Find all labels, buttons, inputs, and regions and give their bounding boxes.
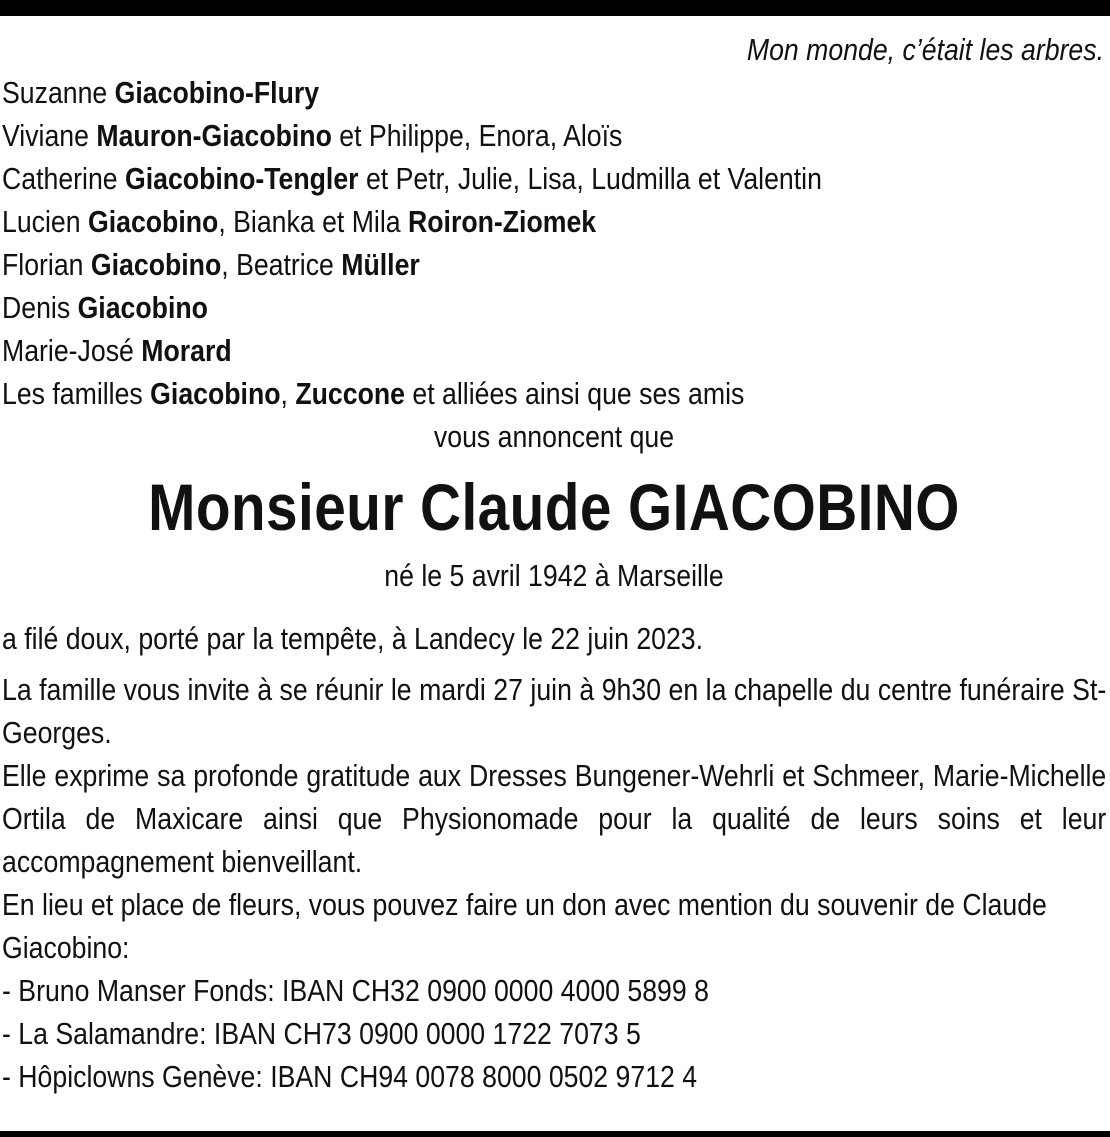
donation-item: - Hôpiclowns Genève: IBAN CH94 0078 8000 0502 9712 4 (2, 1059, 698, 1094)
surname: Giacobino (90, 247, 222, 282)
bottom-border-rule (0, 1131, 1110, 1137)
relatives: et Philippe, Enora, Aloïs (331, 118, 623, 153)
separator: , (280, 376, 296, 411)
donation-list (2, 969, 1106, 1098)
surname: Roiron-Ziomek (408, 204, 597, 239)
family-line (2, 286, 951, 329)
surname: Morard (141, 333, 232, 368)
relatives: et Petr, Julie, Lisa, Ludmilla et Valentin (358, 161, 822, 196)
given-name: Lucien (2, 204, 88, 239)
ceremony-paragraph: La famille vous invite à se réunir le mardi 27 juin à 9h30 en la chapelle du centre funéraire St-Georges. (2, 672, 1107, 750)
family-line (2, 372, 951, 415)
given-name: Florian (2, 247, 91, 282)
family-line (2, 200, 951, 243)
family-line (2, 71, 951, 114)
surname: Müller (341, 247, 420, 282)
top-border-rule (0, 0, 1110, 16)
donation-item: - Bruno Manser Fonds: IBAN CH32 0900 0000 4000 5899 8 (2, 973, 709, 1008)
given-name: Suzanne (2, 75, 115, 110)
epigraph: Mon monde, c’était les arbres. (746, 32, 1104, 67)
surname: Giacobino (77, 290, 208, 325)
birth-info: né le 5 avril 1942 à Marseille (384, 558, 724, 593)
given-name: Catherine (2, 161, 126, 196)
surname: Giacobino-Tengler (125, 161, 359, 196)
donation-paragraph: En lieu et place de fleurs, vous pouvez faire un don avec mention du souvenir de Claude Giacobino: (2, 887, 1047, 965)
given-name: Viviane (2, 118, 97, 153)
obituary-notice (2, 28, 1106, 1098)
given-name: Les familles (2, 376, 151, 411)
relatives: et alliées ainsi que ses amis (404, 376, 745, 411)
family-line (2, 157, 951, 200)
family-line (2, 114, 951, 157)
surname: Zuccone (295, 376, 405, 411)
gratitude-paragraph: Elle exprime sa profonde gratitude aux Dresses Bungener-Wehrli et Schmeer, Marie-Michelle Ortila de Maxicare ainsi que Physionomade pour la qualité de leurs soins et leur accompagnement bienveillant. (2, 758, 1107, 879)
surname: Giacobino-Flury (114, 75, 320, 110)
deceased-name: Monsieur Claude GIACOBINO (148, 470, 960, 544)
given-name: Denis (2, 290, 78, 325)
surname: Mauron-Giacobino (96, 118, 332, 153)
donation-item: - La Salamandre: IBAN CH73 0900 0000 1722 7073 5 (2, 1016, 641, 1051)
family-list (2, 71, 1106, 415)
announcement-line: vous annoncent que (433, 419, 675, 454)
family-line (2, 243, 951, 286)
family-line (2, 329, 951, 372)
passing-info: a filé doux, porté par la tempête, à Landecy le 22 juin 2023. (2, 621, 704, 656)
surname: Giacobino (87, 204, 219, 239)
surname: Giacobino (150, 376, 281, 411)
given-name: Marie-José (2, 333, 142, 368)
relatives: , Bianka et Mila (218, 204, 409, 239)
relatives: , Beatrice (221, 247, 342, 282)
